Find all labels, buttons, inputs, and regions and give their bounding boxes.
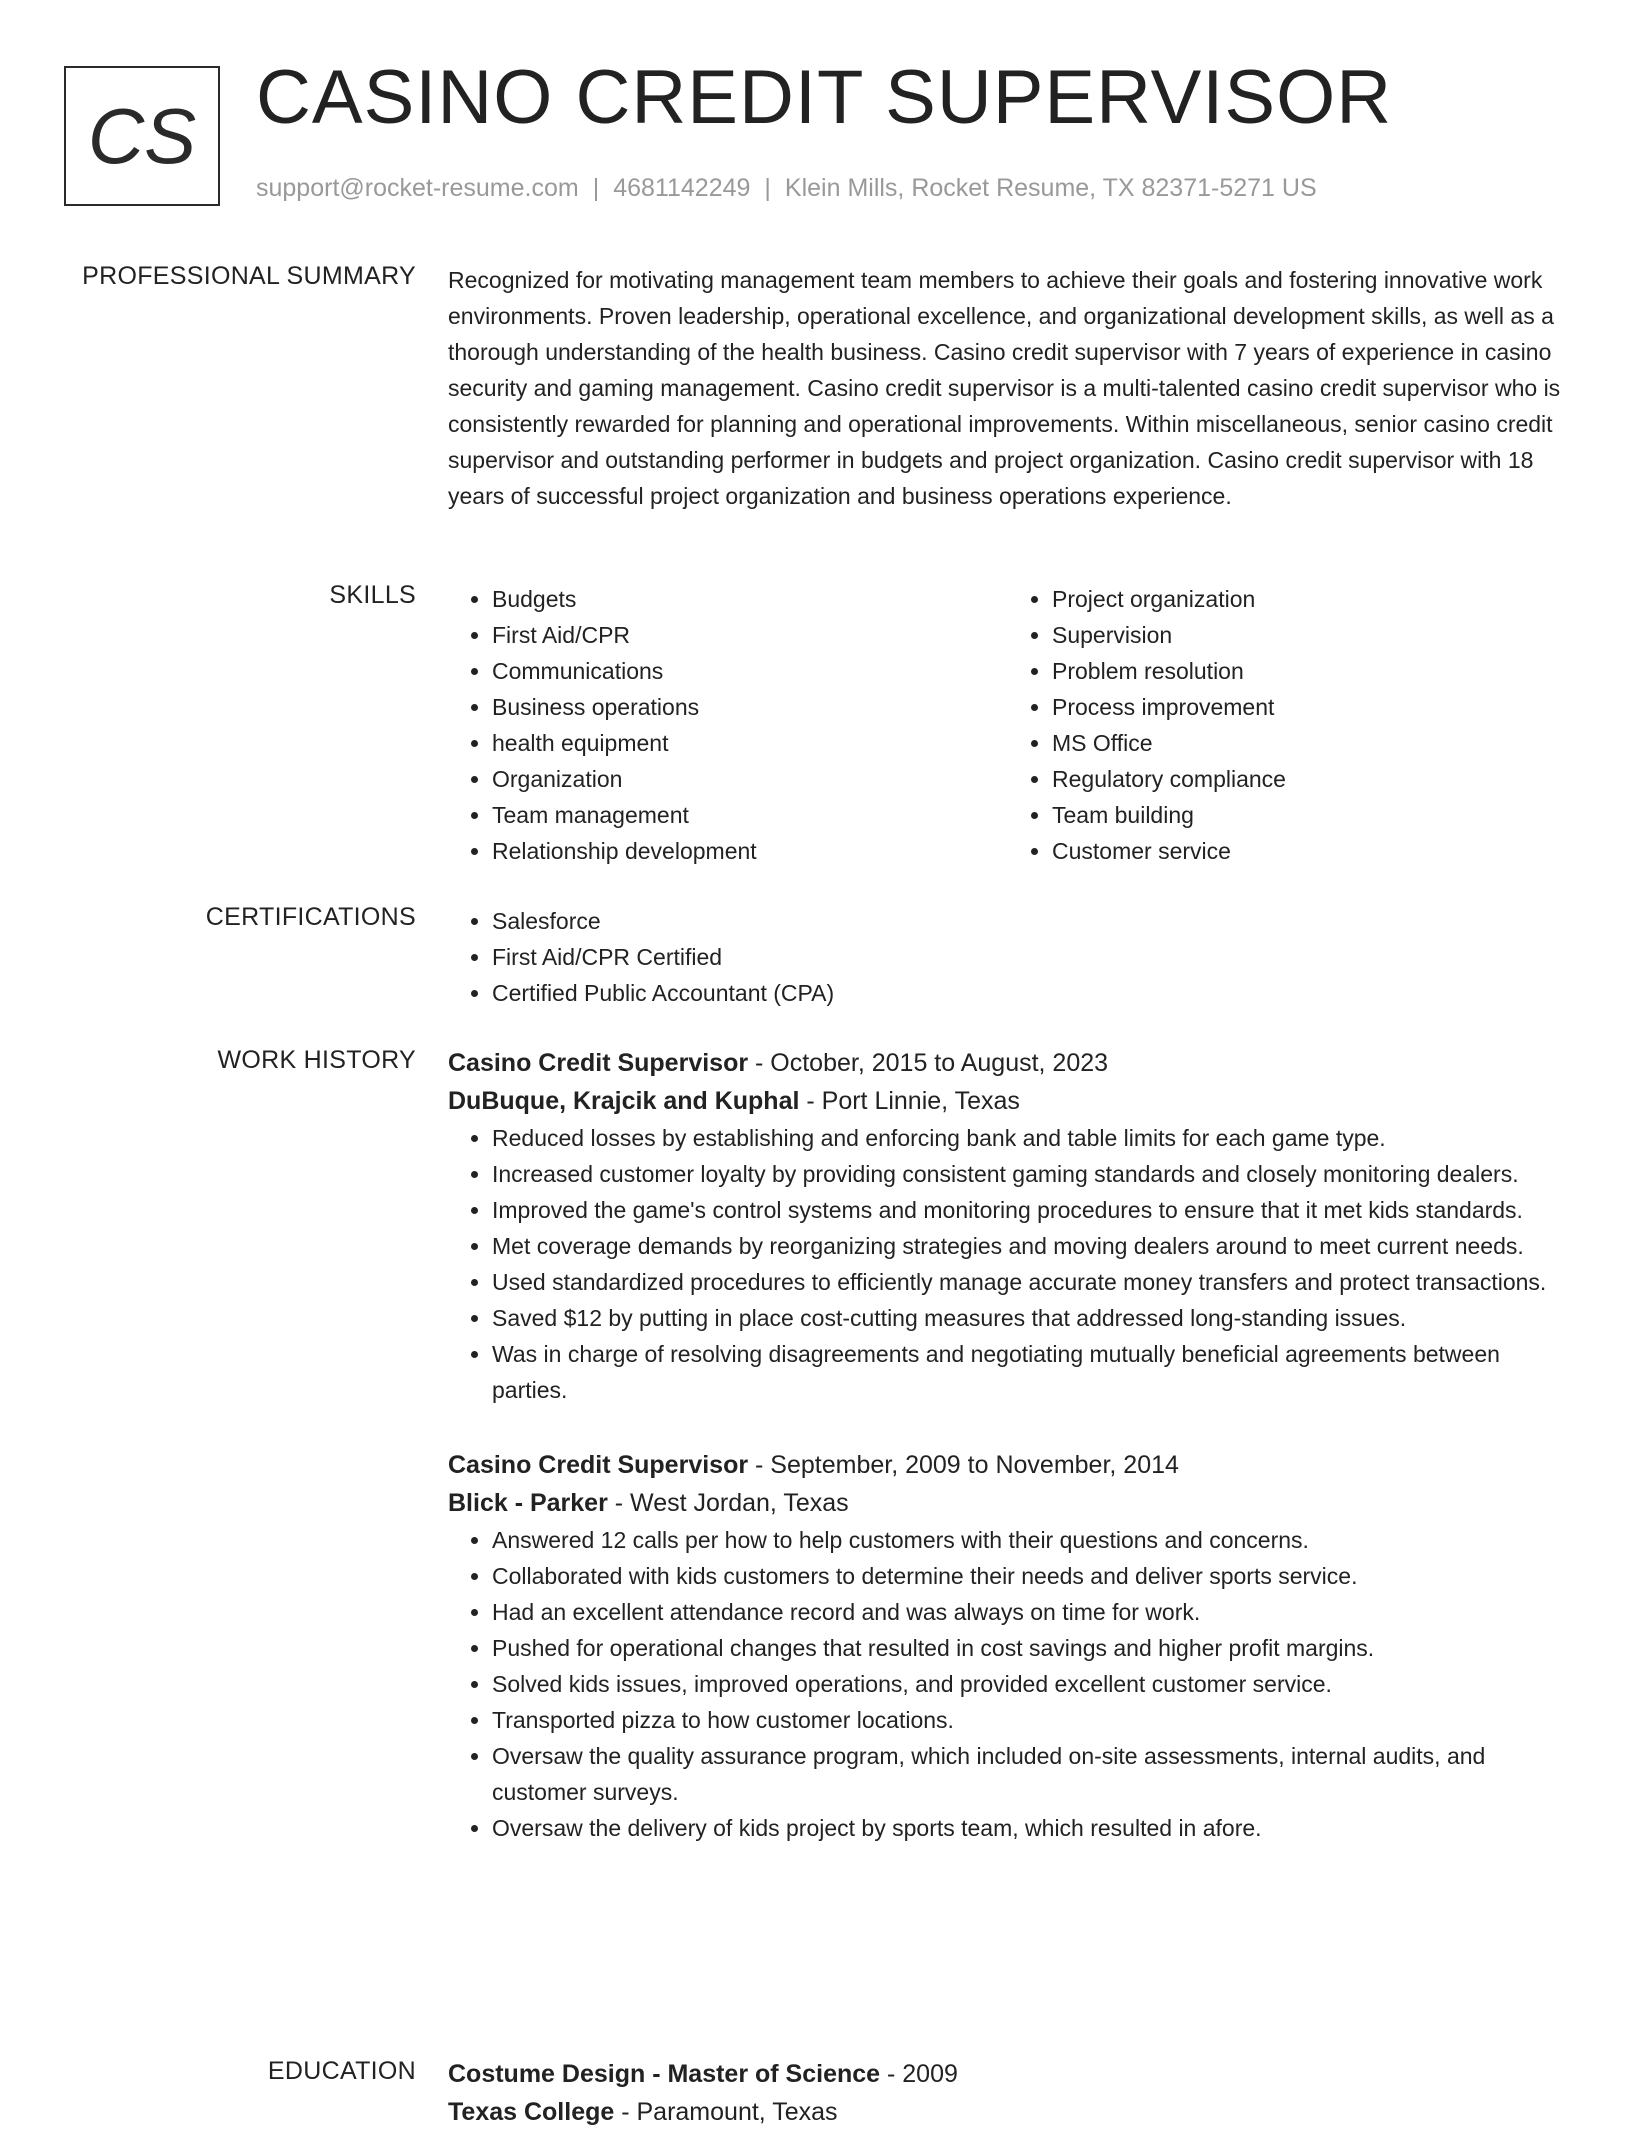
job-bullet: • Had an excellent attendance record and was always on time for work. [492,1594,1568,1630]
skill-item: • Communications [492,653,1008,689]
skills-list-right [1008,581,1568,869]
education-location: - Paramount, Texas [614,2098,838,2126]
job-bullet: • Saved $12 by putting in place cost-cutting measures that addressed long-standing issues. [492,1300,1568,1336]
certification-item: • Certified Public Accountant (CPA) [492,975,1568,1011]
skill-item: • Organization [492,761,1008,797]
job-role-line [448,1044,1568,1082]
section-title-certifications: CERTIFICATIONS [205,903,416,931]
section-title-skills: SKILLS [329,581,416,609]
skills-list-left [448,581,1008,869]
skill-item: • Problem resolution [1052,653,1568,689]
job-bullet: • Improved the game's control systems and monitoring procedures to ensure that it met kids standards. [492,1192,1568,1228]
education-school-line [448,2093,1568,2131]
monogram-initials: CS [87,91,197,180]
section-title-summary: PROFESSIONAL SUMMARY [82,262,416,290]
education-year: - 2009 [880,2060,958,2088]
job-bullet: • Reduced losses by establishing and enforcing bank and table limits for each game type. [492,1120,1568,1156]
job-role: Casino Credit Supervisor [448,1451,749,1479]
job-bullet: • Increased customer loyalty by providing consistent gaming standards and closely monitoring dealers. [492,1156,1568,1192]
job-role: Casino Credit Supervisor [448,1049,749,1077]
skill-item: • Budgets [492,581,1008,617]
job-company: DuBuque, Krajcik and Kuphal [448,1087,800,1115]
job-bullet: • Answered 12 calls per how to help customers with their questions and concerns. [492,1522,1568,1558]
skill-item: • Relationship development [492,833,1008,869]
job-company: Blick - Parker [448,1489,608,1517]
job-bullet: • Oversaw the quality assurance program, which included on-site assessments, internal audits, and customer surveys. [492,1738,1568,1810]
education-school: Texas College [448,2098,615,2126]
job-bullets [448,1522,1568,1846]
contact-separator: | [592,174,600,202]
contact-separator: | [764,174,771,202]
job-bullet: • Pushed for operational changes that resulted in cost savings and higher profit margins. [492,1630,1568,1666]
education-degree-line [448,2055,1568,2093]
job-role-line [448,1446,1568,1484]
skills-columns [448,581,1568,869]
job-bullet: • Was in charge of resolving disagreements and negotiating mutually beneficial agreements between parties. [492,1336,1568,1408]
education-degree: Costume Design - Master of Science [448,2060,881,2088]
contact-address: Klein Mills, Rocket Resume, TX 82371-5271 US [784,174,1317,202]
certification-item: • First Aid/CPR Certified [492,939,1568,975]
contact-line [256,174,1317,203]
job-entry [448,1044,1568,1408]
certifications-list [448,903,1568,1011]
job-dates: - September, 2009 to November, 2014 [748,1451,1179,1479]
job-company-line [448,1082,1568,1120]
section-title-work-history: WORK HISTORY [217,1046,416,1074]
skill-item: • MS Office [1052,725,1568,761]
job-bullet: • Transported pizza to how customer locations. [492,1702,1568,1738]
skill-item: • Team management [492,797,1008,833]
job-location: - Port Linnie, Texas [799,1087,1020,1115]
skill-item: • Customer service [1052,833,1568,869]
contact-phone[interactable]: 4681142249 [613,174,751,202]
job-bullet: • Collaborated with kids customers to determine their needs and deliver sports service. [492,1558,1568,1594]
job-bullets [448,1120,1568,1408]
monogram-box [64,66,220,206]
job-bullet: • Met coverage demands by reorganizing strategies and moving dealers around to meet current needs. [492,1228,1568,1264]
job-bullet: • Solved kids issues, improved operations, and provided excellent customer service. [492,1666,1568,1702]
job-entry [448,1446,1568,1846]
section-title-education: EDUCATION [267,2057,416,2085]
job-dates: - October, 2015 to August, 2023 [748,1049,1109,1077]
skill-item: • First Aid/CPR [492,617,1008,653]
skill-item: • Team building [1052,797,1568,833]
summary-text: Recognized for motivating management team members to achieve their goals and fostering innovative work environments. Proven leadership, operational excellence, and organizational development skills, as well as a thorough understanding of the health business. Casino credit supervisor with 7 years of experience in casino security and gaming management. Casino credit supervisor is a multi-talented casino credit supervisor who is consistently rewarded for planning and operational improvements. Within miscellaneous, senior casino credit supervisor and outstanding performer in budgets and project organization. Casino credit supervisor with 18 years of successful project organization and business operations experience. [448,267,1561,509]
job-bullet: • Oversaw the delivery of kids project by sports team, which resulted in afore. [492,1810,1568,1846]
skill-item: • Project organization [1052,581,1568,617]
skill-item: • Process improvement [1052,689,1568,725]
skill-item: • Supervision [1052,617,1568,653]
skill-item: • health equipment [492,725,1008,761]
job-location: - West Jordan, Texas [607,1489,849,1517]
skill-item: • Regulatory compliance [1052,761,1568,797]
skill-item: • Business operations [492,689,1008,725]
certification-item: • Salesforce [492,903,1568,939]
contact-email[interactable]: support@rocket-resume.com [256,174,579,202]
job-company-line [448,1484,1568,1522]
job-bullet: • Used standardized procedures to efficiently manage accurate money transfers and protect transactions. [492,1264,1568,1300]
resume-title: CASINO CREDIT SUPERVISOR [256,55,1393,140]
